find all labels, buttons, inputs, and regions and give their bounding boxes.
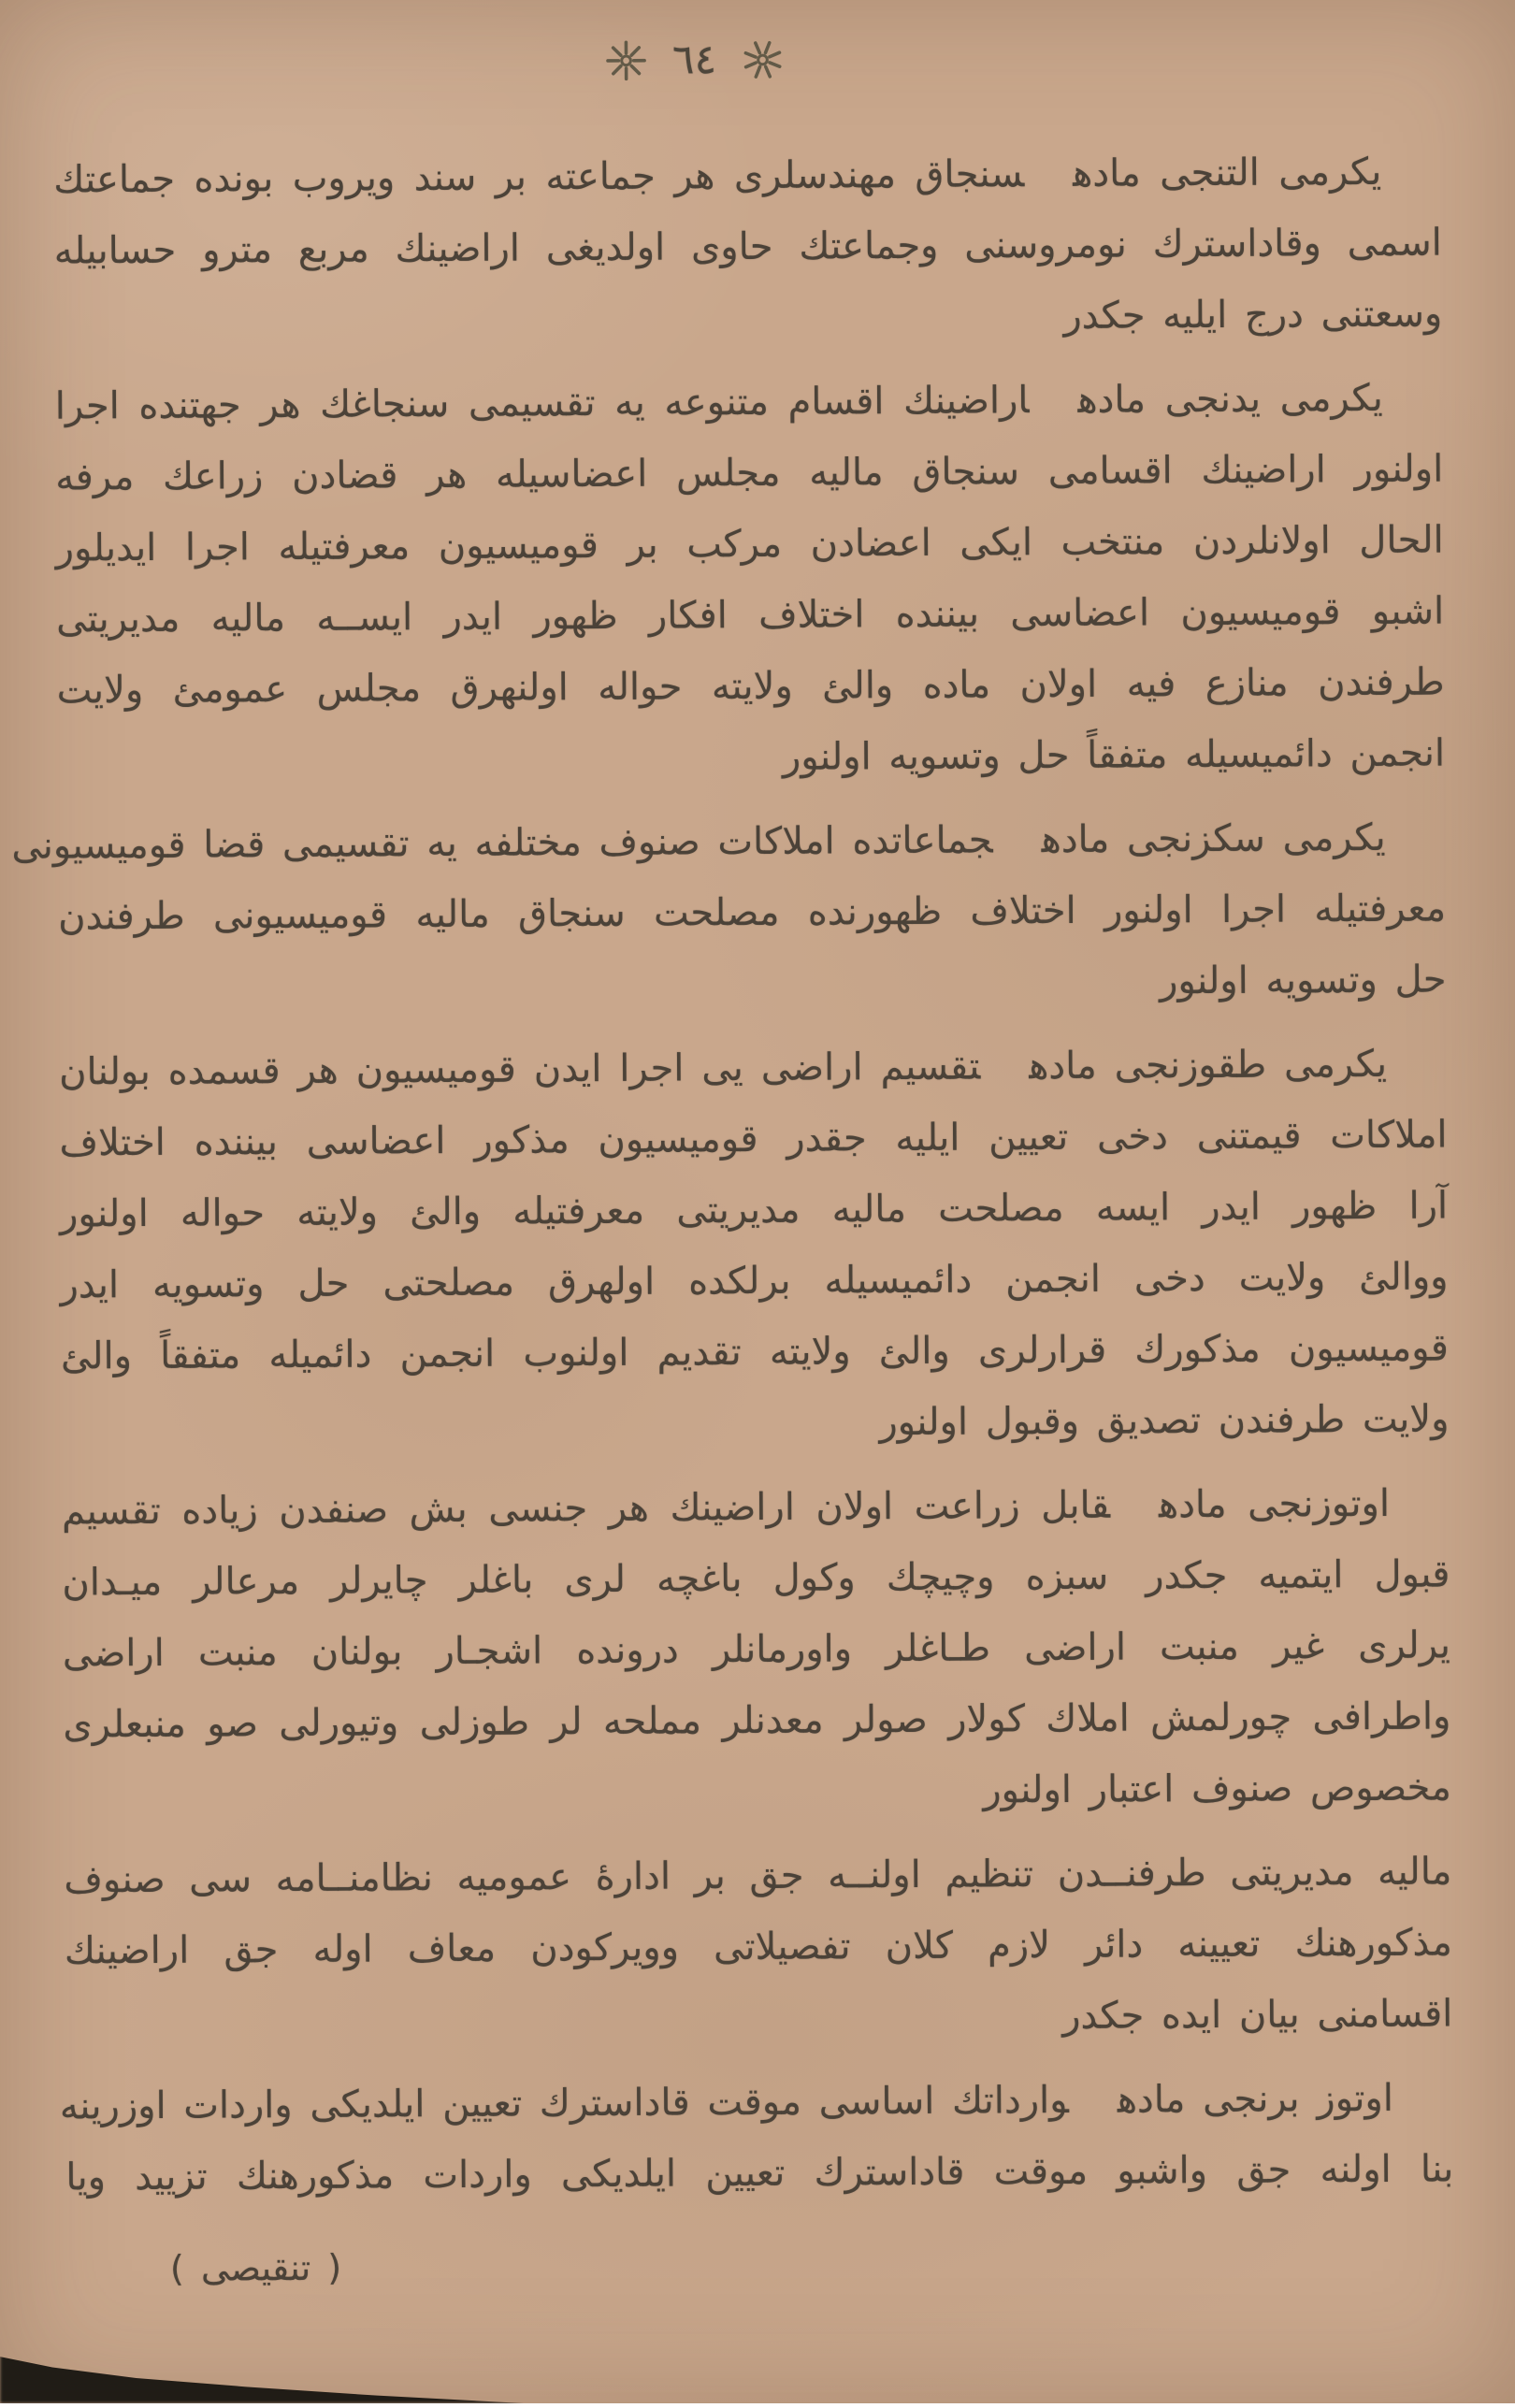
text-line: وسعتنى درج ايليه جكدر: [54, 279, 1442, 358]
text-line: واطرافى چورلمش املاك كولار صولر معدنلر مملحه لر طوزلى وتيورلى صو منبعلرى: [63, 1680, 1450, 1760]
article-paragraph: [59, 1028, 1450, 1463]
article-label: يكرمى سكزنجى ماده: [1042, 816, 1386, 861]
article-label: اوتوز برنجى ماده: [1118, 2077, 1393, 2122]
catchword: ( تنقيصى ): [170, 2232, 342, 2304]
article-label: يكرمى التنجى ماده: [1073, 151, 1381, 195]
text-line: اوتوزنجى مادهقابل زراعت اولان اراضينك هر جنسى بش صنفدن زياده تقسيم: [62, 1467, 1450, 1547]
text-line: يكرمى يدنجى مادهاراضينك اقسام متنوعه يه تقسيمى سنجاغك هر جهتنده اجرا: [55, 363, 1443, 442]
article-paragraph: [57, 801, 1446, 1023]
text-line: الحال اولانلردن منتخب ايكى اعضادن مركب بر قوميسيون معرفتيله اجرا ايديلور: [55, 505, 1443, 584]
text-line: حل وتسويه اولنور: [58, 944, 1446, 1023]
floral-ornament-icon: [741, 37, 784, 80]
text-line: يرلرى غير منبت اراضى طـاغلر واورمانلر درونده اشجـار بولنان منبت اراضى: [63, 1609, 1450, 1689]
text-line: ماليه مديريتى طرفنــدن تنظيم اولنــه جق بر ادارهٔ عموميه نظامنــامه سى صنوف: [64, 1836, 1451, 1915]
text-line: اوتوز برنجى مادهوارداتك اساسى موقت قاداسترك تعيين ايلديكى واردات اوزرينه: [65, 2062, 1453, 2141]
text-line: اسمى وقاداسترك نومروسنى وجماعتك حاوى اولديغى اراضينك مربع مترو حسابيله: [54, 208, 1442, 287]
text-line: اقسامنى بيان ايده جكدر: [65, 1978, 1452, 2057]
text-line: معرفتيله اجرا اولنور اختلاف ظهورنده مصلحت سنجاق ماليه قوميسيونى طرفندن: [58, 872, 1446, 952]
text-line: قبول ايتميه جكدر سبزه وچيچك وكول باغچه لرى باغلر چايرلر مرعالر ميـدان: [62, 1538, 1450, 1618]
page-header: [0, 32, 1396, 88]
text-line: يكرمى التنجى مادهسنجاق مهندسلرى هر جماعته بر سند ويروب بونده جماعتك: [53, 137, 1441, 216]
article-label: يكرمى يدنجى ماده: [1077, 377, 1383, 422]
text-line: آرا ظهور ايدر ايسه مصلحت ماليه مديريتى معرفتيله والئ ولايته حواله اولنور: [60, 1170, 1448, 1249]
text-line: يكرمى سكزنجى مادهجماعاتده املاكات صنوف مختلفه يه تقسيمى قضا قوميسيونى: [57, 801, 1445, 881]
text-line: قوميسيون مذكورك قرارلرى والئ ولايته تقديم اولنوب انجمن دائميله متفقاً والئ: [61, 1312, 1449, 1391]
text-line: ووالئ ولايت دخى انجمن دائميسيله برلكده اولهرق مصلحتى حل وتسويه ايدر: [60, 1241, 1448, 1320]
article-label: يكرمى طقوزنجى ماده: [1029, 1043, 1387, 1088]
article-paragraph: [65, 2062, 1454, 2213]
text-line: ولايت طرفندن تصديق وقبول اولنور: [61, 1383, 1449, 1463]
text-line: بنا اولنه جق واشبو موقت قاداسترك تعيين ايلديكى واردات مذكورهنك تزييد ويا: [65, 2133, 1453, 2213]
text-line: اشبو قوميسيون اعضاسى بيننده اختلاف افكار ظهور ايدر ايســه ماليه مديريتى: [56, 576, 1444, 656]
article-paragraph: [62, 1467, 1451, 1831]
text-line: انجمن دائميسيله متفقاً حل وتسويه اولنور: [57, 718, 1445, 798]
text-line: اولنور اراضينك اقسامى سنجاق ماليه مجلس اعضاسيله هر قضادن زراعك مرفه: [55, 434, 1443, 513]
text-line: مذكورهنك تعيينه دائر لازم كلان تفصيلاتى وويركودن معاف اوله جق اراضينك: [65, 1907, 1452, 1986]
text-line: طرفندن منازع فيه اولان ماده والئ ولايته حواله اولنهرق مجلس عمومئ ولايت: [56, 647, 1444, 727]
article-paragraph: [53, 137, 1442, 358]
text-line: مخصوص صنوف اعتبار اولنور: [64, 1752, 1451, 1831]
page-number: ٦٤: [672, 36, 717, 83]
body-text: [53, 137, 1453, 2213]
floral-ornament-icon: [605, 38, 648, 81]
text-line: يكرمى طقوزنجى مادهتقسيم اراضى يى اجرا ايدن قوميسيون هر قسمده بولنان: [59, 1028, 1447, 1107]
article-label: اوتوزنجى ماده: [1159, 1482, 1390, 1527]
text-line: املاكات قيمتنى دخى تعيين ايليه جقدر قوميسيون مذكور اعضاسى بيننده اختلاف: [59, 1099, 1447, 1178]
article-paragraph: [55, 363, 1446, 798]
article-paragraph: [64, 1836, 1452, 2057]
